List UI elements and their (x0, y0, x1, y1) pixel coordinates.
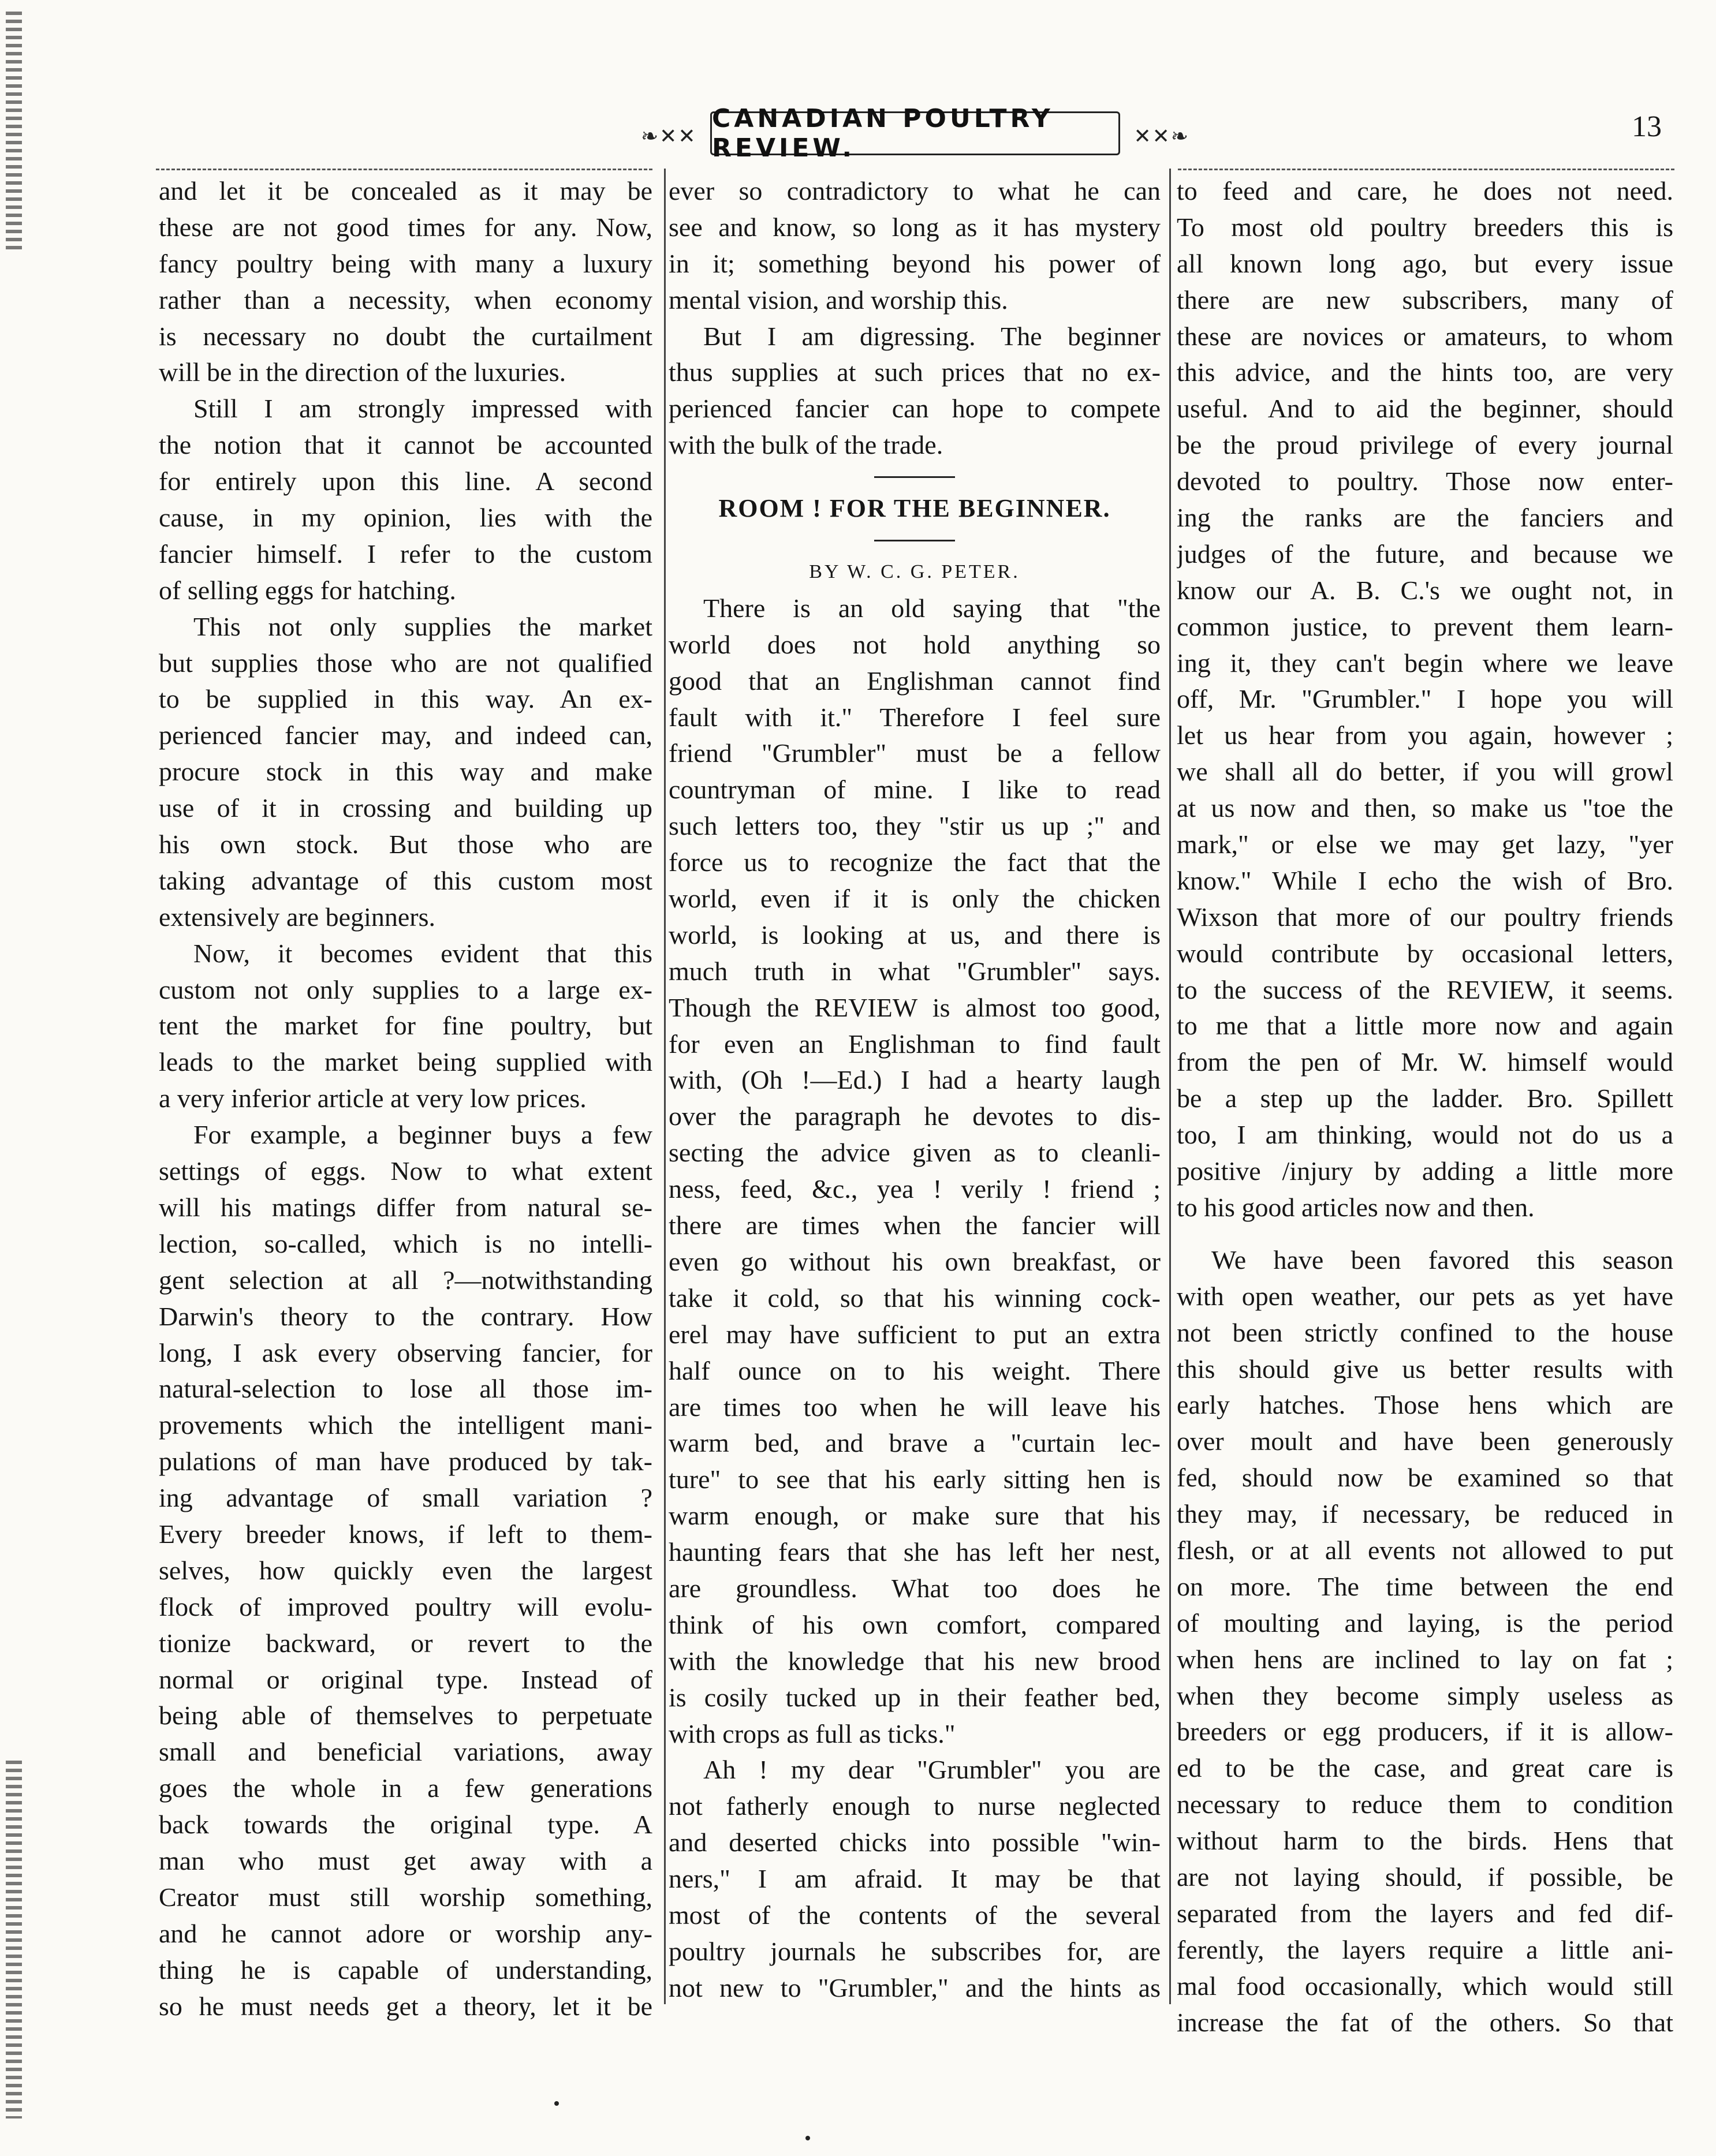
text-line: see and know, so long as it has mystery (669, 212, 1161, 242)
text-line: natural-selection to lose all those im- (159, 1374, 652, 1404)
text-line: positive /injury by adding a little more (1177, 1156, 1673, 1186)
text-line: ever so contradictory to what he can (669, 176, 1161, 205)
text-line: For example, a beginner buys a few (193, 1120, 652, 1150)
text-line: ness, feed, &c., yea ! verily ! friend ; (669, 1174, 1161, 1204)
text-line: be a step up the ladder. Bro. Spillett (1177, 1083, 1673, 1114)
text-column-3 (1177, 173, 1673, 2041)
text-line: being able of themselves to perpetuate (159, 1701, 652, 1731)
text-line: with open weather, our pets as yet have (1177, 1281, 1673, 1311)
text-line: with the bulk of the trade. (669, 430, 943, 460)
text-line: mental vision, and worship this. (669, 285, 1008, 315)
text-line: ferently, the layers require a little ani- (1177, 1934, 1673, 1964)
text-line: ing it, they can't begin where we leave (1177, 648, 1673, 678)
text-line: but supplies those who are not qualified (159, 648, 652, 678)
text-line: ing the ranks are the fanciers and (1177, 503, 1673, 533)
text-line: most of the contents of the several (669, 1900, 1161, 1930)
text-line: There is an old saying that "the (703, 593, 1161, 623)
text-line: to the success of the REVIEW, it seems. (1177, 974, 1673, 1004)
scan-edge-mark-bottom (6, 1761, 22, 2118)
text-line: common justice, to prevent them learn- (1177, 611, 1673, 641)
text-line: are groundless. What too does he (669, 1573, 1161, 1603)
text-line: to feed and care, he does not need. (1177, 176, 1673, 205)
text-line: fancy poultry being with many a luxury (159, 248, 652, 278)
text-line: separated from the layers and fed dif- (1177, 1898, 1673, 1928)
text-line: good that an Englishman cannot find (669, 666, 1161, 696)
text-line: for even an Englishman to find fault (669, 1029, 1161, 1059)
text-line: pulations of man have produced by tak- (159, 1447, 652, 1477)
text-line: over the paragraph he devotes to dis- (669, 1101, 1161, 1131)
text-line: world, is looking at us, and there is (669, 920, 1161, 950)
text-line: cause, in my opinion, lies with the (159, 503, 652, 533)
text-line: to his good articles now and then. (1177, 1192, 1535, 1222)
text-line: there are times when the fancier will (669, 1210, 1161, 1240)
header-rule-right (1178, 169, 1674, 170)
text-line: on more. The time between the end (1177, 1571, 1673, 1601)
text-line: But I am digressing. The beginner (703, 321, 1161, 351)
text-line: perienced fancier may, and indeed can, (159, 720, 652, 750)
text-line: know our A. B. C.'s we ought not, in (1177, 575, 1673, 605)
text-line: thing he is capable of understanding, (159, 1955, 652, 1985)
text-line: devoted to poultry. Those now enter- (1177, 466, 1673, 496)
text-line: even go without his own breakfast, or (669, 1246, 1161, 1276)
text-line: with crops as full as ticks." (669, 1718, 956, 1748)
text-line: think of his own comfort, compared (669, 1609, 1161, 1639)
text-line: ing advantage of small variation ? (159, 1483, 652, 1513)
text-line: normal or original type. Instead of (159, 1664, 652, 1694)
text-line: with the knowledge that his new brood (669, 1646, 1161, 1676)
text-line: and let it be concealed as it may be (159, 176, 652, 205)
text-line: this should give us better results with (1177, 1354, 1673, 1384)
text-line: all known long ago, but every issue (1177, 248, 1673, 278)
text-line: let us hear from you again, however ; (1177, 720, 1673, 750)
text-line: these are novices or amateurs, to whom (1177, 321, 1673, 351)
text-line: in it; something beyond his power of (669, 248, 1161, 278)
text-line: haunting fears that she has left her nest, (669, 1537, 1161, 1567)
masthead-flourish-left: ❧✕✕ (641, 125, 697, 148)
text-line: ture" to see that his early sitting hen is (669, 1464, 1161, 1494)
text-line: force us to recognize the fact that the (669, 847, 1161, 877)
text-line: world does not hold anything so (669, 629, 1161, 659)
text-line: necessary to reduce them to condition (1177, 1789, 1673, 1819)
masthead-flourish-right: ✕✕❧ (1133, 125, 1189, 148)
text-line: perienced fancier can hope to compete (669, 394, 1161, 424)
text-line: when hens are inclined to lay on fat ; (1177, 1644, 1673, 1674)
text-line: so he must needs get a theory, let it be (159, 1991, 652, 2021)
text-line: Ah ! my dear "Grumbler" you are (703, 1755, 1161, 1785)
text-line: poultry journals he subscribes for, are (669, 1936, 1161, 1966)
paragraph-gap (1177, 1226, 1673, 1242)
text-line: mal food occasionally, which would still (1177, 1971, 1673, 2001)
text-line: Every breeder knows, if left to them- (159, 1519, 652, 1549)
text-line: secting the advice given as to cleanli- (669, 1138, 1161, 1168)
text-line: not been strictly confined to the house (1177, 1317, 1673, 1347)
text-line: are times too when he will leave his (669, 1392, 1161, 1422)
text-line: to be supplied in this way. An ex- (159, 684, 652, 714)
text-line: the notion that it cannot be accounted (159, 430, 652, 460)
print-speck (805, 2136, 810, 2140)
text-line: is cosily tucked up in their feather bed, (669, 1682, 1161, 1712)
text-column-1 (159, 173, 652, 2024)
page-number: 13 (1632, 110, 1662, 143)
text-line: Creator must still worship something, (159, 1882, 652, 1912)
text-line: Though the REVIEW is almost too good, (669, 992, 1161, 1022)
text-line: settings of eggs. Now to what extent (159, 1156, 652, 1186)
text-line: over moult and have been generously (1177, 1426, 1673, 1456)
text-line: too, I am thinking, would not do us a (1177, 1120, 1673, 1150)
text-line: his own stock. But those who are (159, 829, 652, 860)
print-speck (554, 2101, 559, 2106)
text-line: world, even if it is only the chicken (669, 884, 1161, 914)
text-line: small and beneficial variations, away (159, 1737, 652, 1767)
text-line: half ounce on to his weight. There (669, 1355, 1161, 1385)
text-line: fed, should now be examined so that (1177, 1463, 1673, 1493)
section-rule (874, 476, 955, 478)
column-divider-1 (664, 169, 666, 2004)
text-line: selves, how quickly even the largest (159, 1555, 652, 1585)
text-line: ners," I am afraid. It may be that (669, 1864, 1161, 1894)
text-line: useful. And to aid the beginner, should (1177, 394, 1673, 424)
text-line: to me that a little more now and again (1177, 1011, 1673, 1041)
text-line: without harm to the birds. Hens that (1177, 1826, 1673, 1856)
text-line: at us now and then, so make us "toe the (1177, 793, 1673, 823)
text-line: off, Mr. "Grumbler." I hope you will (1177, 684, 1673, 714)
text-line: warm bed, and brave a "curtain lec- (669, 1428, 1161, 1458)
section-rule (874, 540, 955, 541)
text-line: take it cold, so that his winning cock- (669, 1283, 1161, 1313)
text-line: such letters too, they "stir us up ;" and (669, 811, 1161, 841)
text-line: mark," or else we may get lazy, "yer (1177, 829, 1673, 860)
text-line: goes the whole in a few generations (159, 1773, 652, 1803)
text-line: much truth in what "Grumbler" says. (669, 956, 1161, 986)
text-line: of moulting and laying, is the period (1177, 1608, 1673, 1638)
text-line: with, (Oh !—Ed.) I had a hearty laugh (669, 1065, 1161, 1095)
text-line: not fatherly enough to nurse neglected (669, 1791, 1161, 1821)
text-line: increase the fat of the others. So that (1177, 2007, 1673, 2037)
text-line: ed to be the case, and great care is (1177, 1753, 1673, 1783)
article-byline: BY W. C. G. PETER. (809, 561, 1020, 583)
text-line: these are not good times for any. Now, (159, 212, 652, 242)
text-line: erel may have sufficient to put an extra (669, 1319, 1161, 1349)
text-line: would contribute by occasional letters, (1177, 938, 1673, 968)
text-line: countryman of mine. I like to read (669, 775, 1161, 805)
text-line: is necessary no doubt the curtailment (159, 321, 652, 351)
text-line: tent the market for fine poultry, but (159, 1011, 652, 1041)
masthead-title: CANADIAN POULTRY REVIEW. (710, 111, 1120, 155)
text-line: breeders or egg producers, if it is allow- (1177, 1717, 1673, 1747)
text-line: and deserted chicks into possible "win- (669, 1828, 1161, 1858)
text-line: are not laying should, if possible, be (1177, 1862, 1673, 1892)
text-line: will his matings differ from natural se- (159, 1192, 652, 1222)
text-line: flesh, or at all events not allowed to put (1177, 1535, 1673, 1565)
text-line: judges of the future, and because we (1177, 539, 1673, 569)
text-line: gent selection at all ?—notwithstanding (159, 1265, 652, 1295)
text-line: Wixson that more of our poultry friends (1177, 902, 1673, 932)
text-line: man who must get away with a (159, 1845, 652, 1875)
text-line: To most old poultry breeders this is (1177, 212, 1673, 242)
text-line: provements which the intelligent mani- (159, 1410, 652, 1440)
text-line: be the proud privilege of every journal (1177, 430, 1673, 460)
text-line: thus supplies at such prices that no ex- (669, 357, 1161, 387)
text-line: This not only supplies the market (193, 611, 652, 641)
text-line: a very inferior article at very low prices. (159, 1083, 587, 1114)
text-line: taking advantage of this custom most (159, 865, 652, 895)
text-line: lection, so-called, which is no intelli- (159, 1228, 652, 1258)
text-line: not new to "Grumbler," and the hints as (669, 1972, 1161, 2002)
text-line: will be in the direction of the luxuries. (159, 357, 566, 387)
column-divider-2 (1169, 169, 1171, 2004)
text-line: back towards the original type. A (159, 1810, 652, 1840)
text-line: they may, if necessary, be reduced in (1177, 1499, 1673, 1529)
text-line: friend "Grumbler" must be a fellow (669, 738, 1161, 768)
text-line: early hatches. Those hens which are (1177, 1390, 1673, 1420)
masthead (641, 104, 1189, 163)
text-line: rather than a necessity, when economy (159, 285, 652, 315)
text-line: this advice, and the hints too, are very (1177, 357, 1673, 387)
text-line: there are new subscribers, many of (1177, 285, 1673, 315)
scan-edge-mark-top (6, 12, 22, 254)
text-line: for entirely upon this line. A second (159, 466, 652, 496)
text-line: know." While I echo the wish of Bro. (1177, 865, 1673, 895)
text-line: long, I ask every observing fancier, for (159, 1337, 652, 1367)
text-line: flock of improved poultry will evolu- (159, 1591, 652, 1621)
header-rule-left (156, 169, 652, 170)
text-line: Now, it becomes evident that this (193, 938, 652, 968)
text-line: Darwin's theory to the contrary. How (159, 1301, 652, 1331)
text-line: we shall all do better, if you will growl (1177, 757, 1673, 787)
text-line: leads to the market being supplied with (159, 1047, 652, 1077)
text-line: use of it in crossing and building up (159, 793, 652, 823)
text-line: tionize backward, or revert to the (159, 1628, 652, 1658)
text-line: fancier himself. I refer to the custom (159, 539, 652, 569)
text-line: procure stock in this way and make (159, 757, 652, 787)
text-line: fault with it." Therefore I feel sure (669, 702, 1161, 732)
article-heading: ROOM ! FOR THE BEGINNER. (718, 494, 1111, 523)
text-line: from the pen of Mr. W. himself would (1177, 1047, 1673, 1077)
text-line: We have been favored this season (1211, 1245, 1673, 1275)
text-line: Still I am strongly impressed with (193, 394, 652, 424)
text-line: and he cannot adore or worship any- (159, 1918, 652, 1948)
text-line: warm enough, or make sure that his (669, 1501, 1161, 1531)
text-line: of selling eggs for hatching. (159, 575, 456, 605)
text-line: when they become simply useless as (1177, 1680, 1673, 1710)
text-line: extensively are beginners. (159, 902, 435, 932)
text-column-2 (669, 173, 1161, 2006)
text-line: custom not only supplies to a large ex- (159, 974, 652, 1004)
